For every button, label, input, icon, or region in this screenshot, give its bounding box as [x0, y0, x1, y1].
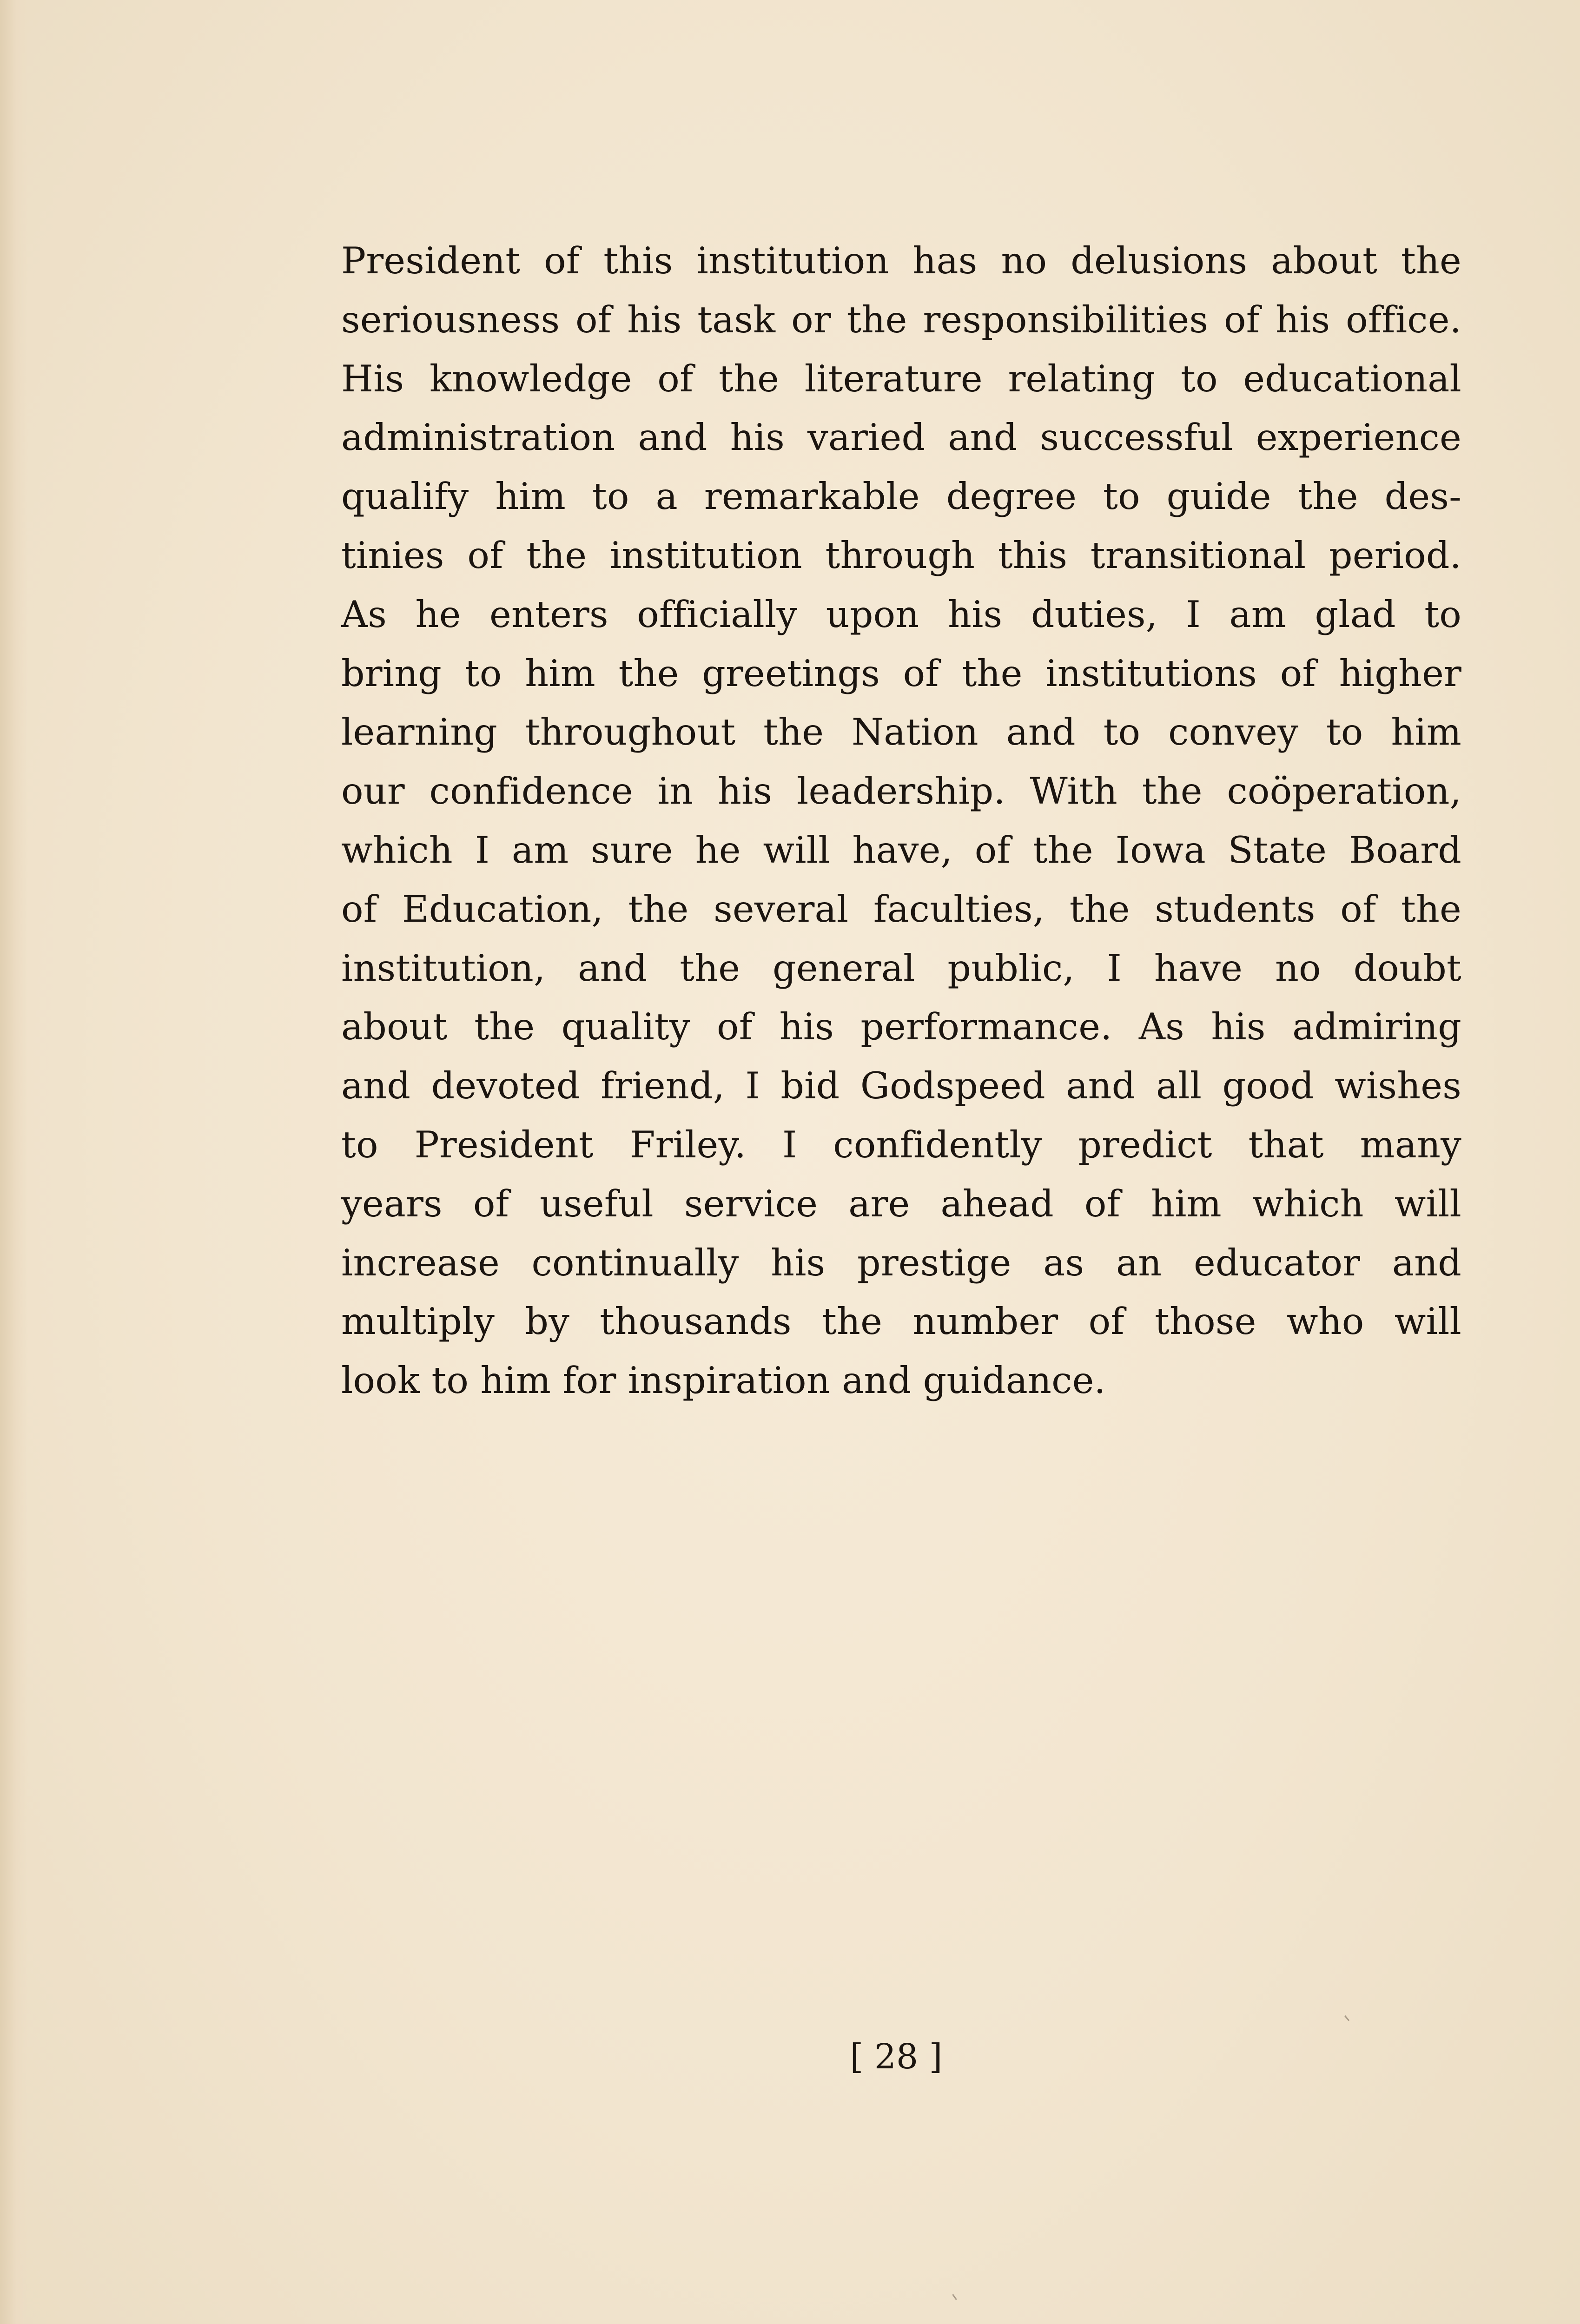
text-line: and devoted friend, I bid Godspeed and all good wishes: [341, 1064, 1461, 1108]
text-line: years of useful service are ahead of him which will: [341, 1182, 1461, 1225]
text-line: increase continually his prestige as an educator and: [341, 1241, 1461, 1284]
text-line: which I am sure he will have, of the Iowa State Board: [341, 828, 1461, 872]
text-line: institution, and the general public, I have no doubt: [341, 946, 1461, 990]
text-line: seriousness of his task or the responsibilities of his office.: [341, 298, 1461, 341]
paper-speck: [952, 2294, 957, 2300]
body-text: [341, 231, 1461, 1410]
text-line: His knowledge of the literature relating to educational: [341, 357, 1461, 400]
text-line: bring to him the greetings of the institutions of higher: [341, 652, 1461, 695]
text-line: about the quality of his performance. As his admiring: [341, 1005, 1461, 1049]
text-line: tinies of the institution through this transitional period.: [341, 534, 1461, 577]
text-line: multiply by thousands the number of those who will: [341, 1300, 1461, 1343]
text-line: look to him for inspiration and guidance.: [341, 1359, 1106, 1402]
paper-speck: [1344, 2015, 1349, 2021]
text-line: President of this institution has no delusions about the: [341, 239, 1461, 282]
page-number: [ 28 ]: [850, 2037, 943, 2077]
text-line: administration and his varied and successful experience: [341, 416, 1461, 459]
text-line: to President Friley. I confidently predict that many: [341, 1123, 1461, 1166]
page-binding-edge: [0, 0, 28, 2324]
text-line: qualify him to a remarkable degree to guide the des-: [341, 475, 1461, 518]
text-line: of Education, the several faculties, the students of the: [341, 887, 1461, 931]
text-line: As he enters officially upon his duties, I am glad to: [341, 593, 1461, 636]
text-line: our confidence in his leadership. With the coöperation,: [341, 770, 1461, 813]
text-line: learning throughout the Nation and to convey to him: [341, 711, 1461, 754]
